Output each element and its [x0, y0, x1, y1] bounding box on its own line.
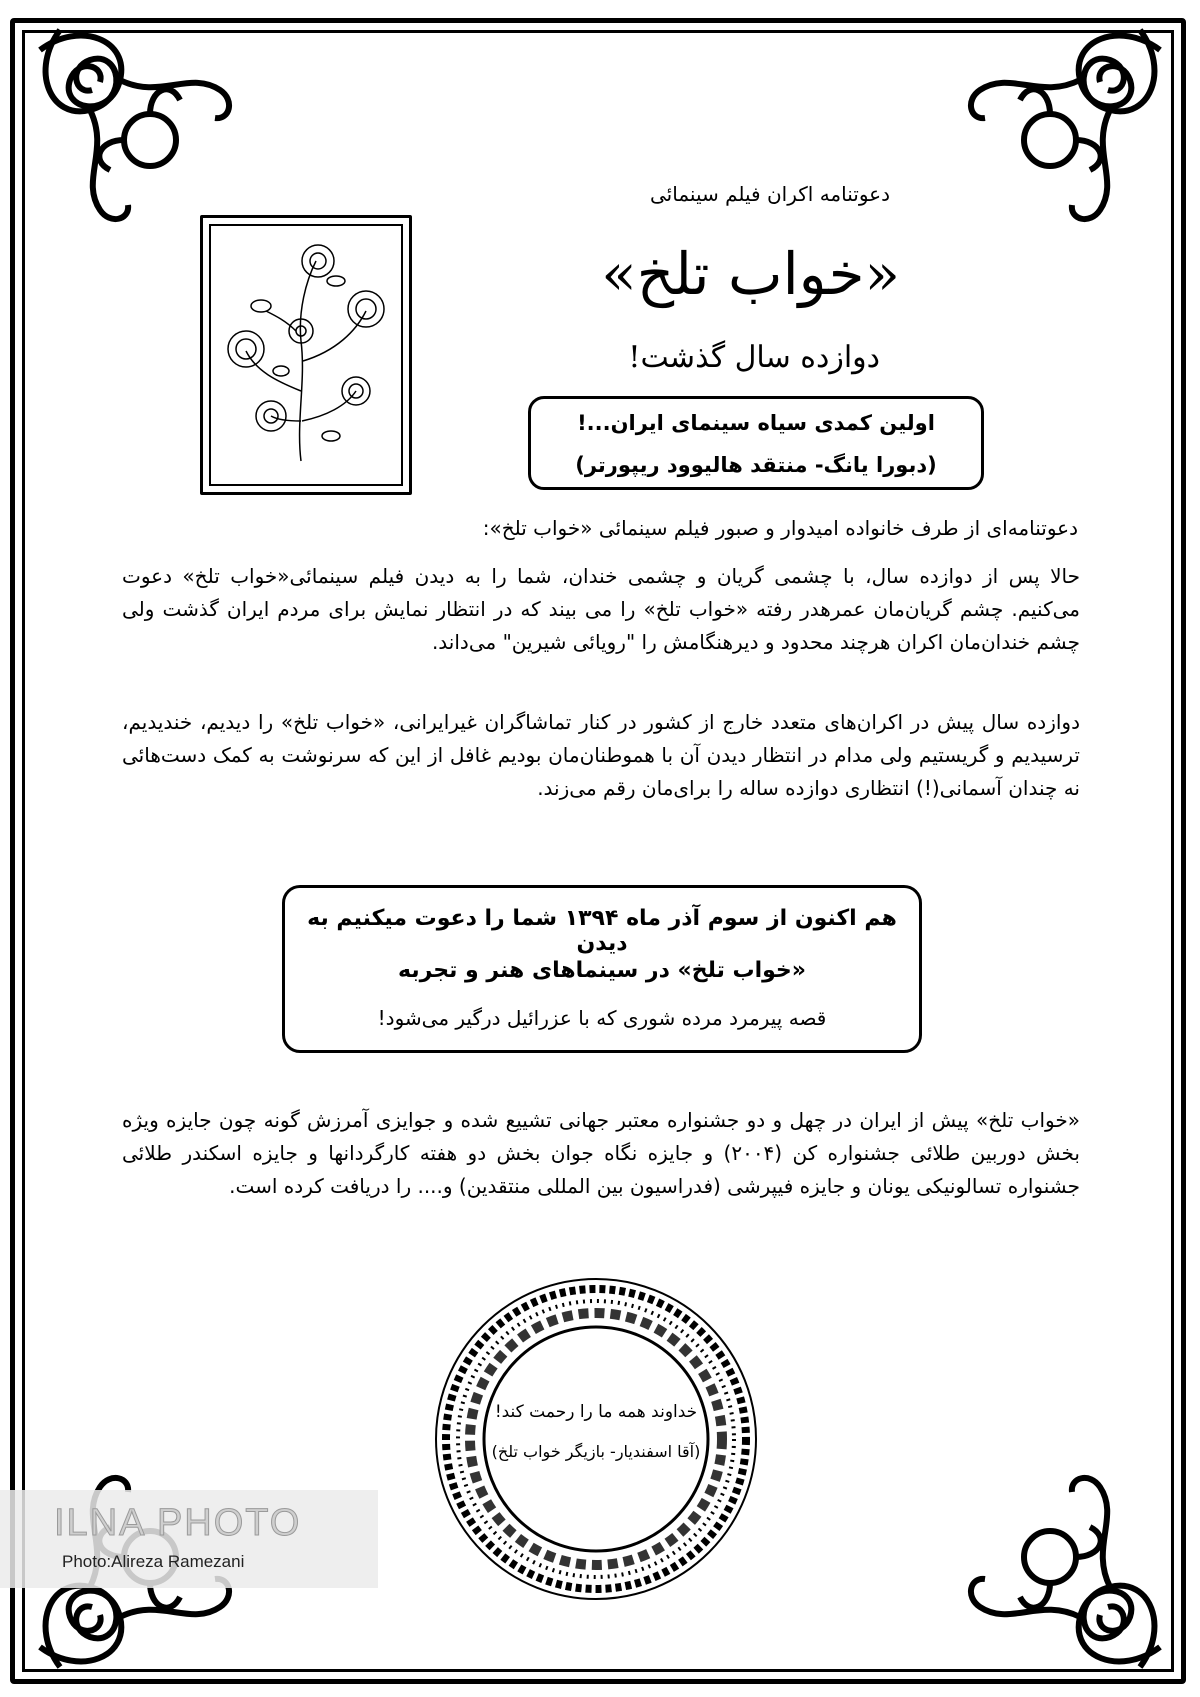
critic-quote: اولین کمدی سیاه سینمای ایران...!	[577, 411, 935, 435]
corner-ornament-top-left	[20, 10, 250, 240]
screening-date-line: هم اکنون از سوم آذر ماه ۱۳۹۴ شما را دعوت میکنیم به دیدن	[307, 906, 897, 956]
paragraph-3: «خواب تلخ» پیش از ایران در چهل و دو جشنواره معتبر جهانی تشییع شده و جوایزی آمرزش گونه چون جایزه ویژه بخش دوربین طلائی جشنواره کن (۲۰۰۴) و جایزه نگاه جوان بخش دو هفته کارگردانها و جایزه اسکندر طلائی جشنواره تسالونیکی یونان و جایزه فیپرشی (فدراسیون بین المللی منتقدین) و.... را دریافت کرده است.	[122, 1108, 1080, 1198]
medallion-ornament-icon	[430, 1270, 762, 1608]
watermark-brand: ILNA PHOTO	[54, 1502, 302, 1544]
paragraph-1: حالا پس از دوازده سال، با چشمی گریان و چشمی خندان، شما را به دیدن فیلم سینمائی«خواب تلخ» دعوت می‌کنیم. چشم گریان‌مان عمرهدر رفته «خواب تلخ» را می بیند که در انتظار نمایش برای مردم ایران گذشت ولی چشم خندان‌مان اکران هرچند محدود و دیرهنگامش را "رویائی شیرین" می‌داند.	[122, 564, 1080, 654]
paragraph-2: دوازده سال پیش در اکران‌های متعدد خارج از کشور در کنار تماشاگران غیرایرانی، «خواب تلخ» را دیدیم، خندیدیم، ترسیدیم و گریستیم ولی مدام در انتظار دیدن آن با هموطنان‌مان بودیم غافل از این که سرنوشت به کمک دست‌هائی نه چندان آسمانی(!) انتظاری دوازده ساله را برای‌مان رقم می‌زند.	[122, 710, 1080, 800]
photo-watermark	[0, 1490, 378, 1588]
intro-line: دعوتنامه‌ای از طرف خانواده امیدوار و صبور فیلم سینمائی «خواب تلخ»:	[482, 516, 1078, 540]
medallion-attribution: (آقا اسفندیار- بازیگر خواب تلخ)	[491, 1442, 701, 1461]
critic-attribution: (دبورا یانگ- منتقد هالیوود ریپورتر)	[575, 453, 937, 477]
critic-quote-box	[528, 396, 984, 490]
screening-announcement-box	[282, 885, 922, 1053]
ornamental-medallion	[430, 1270, 762, 1608]
medallion-quote: خداوند همه ما را رحمت کند!	[494, 1402, 698, 1422]
invitation-label: دعوتنامه اکران فیلم سینمائی	[650, 182, 890, 206]
flower-illustration-frame	[200, 215, 412, 495]
film-title: «خواب تلخ»	[601, 240, 900, 308]
flower-illustration-icon	[206, 221, 406, 489]
corner-ornament-top-right	[950, 10, 1180, 240]
watermark-credit: Photo:Alireza Ramezani	[62, 1552, 245, 1571]
corner-ornament-bottom-right	[950, 1457, 1180, 1687]
film-tagline: قصه پیرمرد مرده شوری که با عزرائیل درگیر می‌شود!	[377, 1006, 827, 1030]
screening-venue-line: «خواب تلخ» در سینماهای هنر و تجربه	[397, 958, 806, 983]
subtitle: دوازده سال گذشت!	[628, 340, 880, 375]
